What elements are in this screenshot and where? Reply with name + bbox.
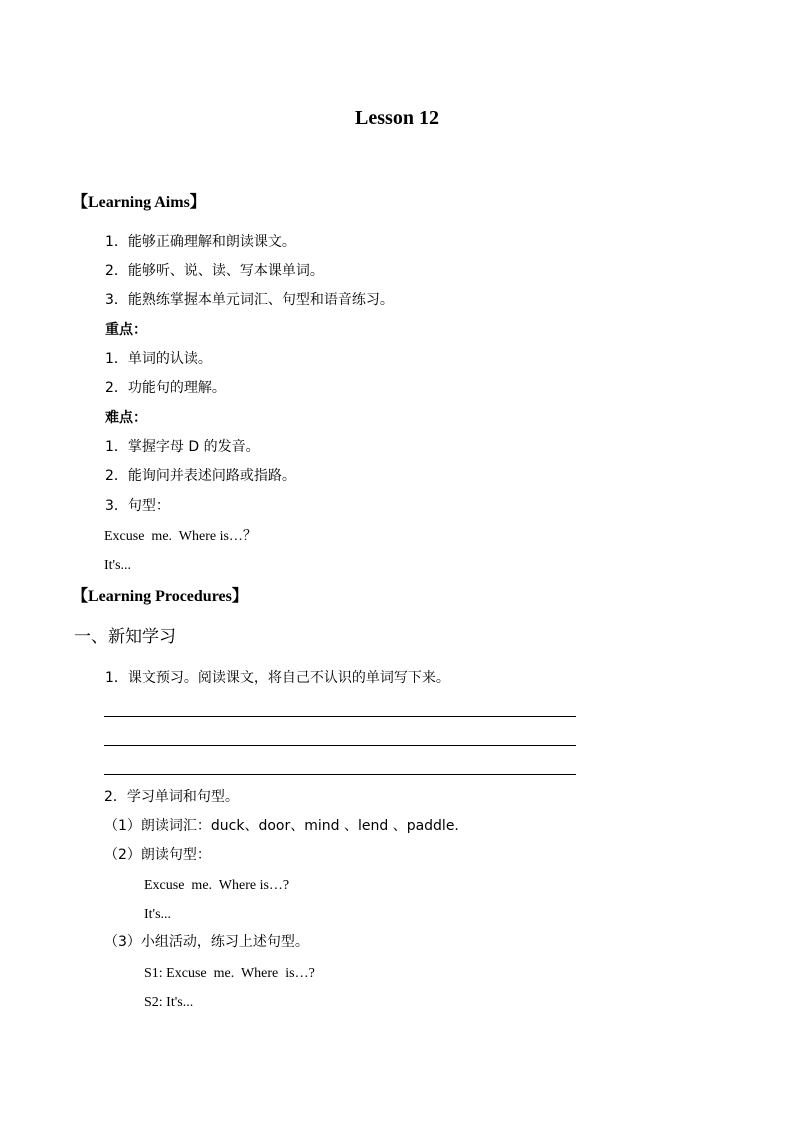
sub-step-2-sentence-1: Excuse me. Where is…? [144, 878, 290, 893]
sub-step-3: （3）小组活动，练习上述句型。 [104, 934, 309, 950]
difficulty-sentence-1: Excuse me. Where is…？ [104, 529, 257, 544]
learning-procedures-heading: 【Learning Procedures】 [72, 588, 248, 605]
answer-line-2[interactable] [104, 745, 576, 746]
aim-item-3: 3．能熟练掌握本单元词汇、句型和语音练习。 [105, 292, 394, 308]
difficulty-1: 1．掌握字母 D 的发音。 [105, 439, 260, 455]
difficulty-3: 3．句型： [105, 498, 170, 514]
answer-line-1[interactable] [104, 716, 576, 717]
part-one-title: 一、新知学习 [74, 627, 176, 647]
difficulties-label: 难点： [105, 410, 147, 426]
sub-step-3-sentence-2: S2: It's... [144, 995, 194, 1010]
aim-item-2: 2．能够听、说、读、写本课单词。 [105, 263, 324, 279]
aim-item-1: 1．能够正确理解和朗读课文。 [105, 234, 296, 250]
learning-aims-heading: 【Learning Aims】 [72, 194, 206, 211]
page-title: Lesson 12 [355, 107, 439, 129]
key-points-label: 重点： [105, 322, 147, 338]
sub-step-2: （2）朗读句型： [104, 847, 211, 863]
difficulty-sentence-2: It's... [104, 558, 132, 573]
sub-step-1: （1）朗读词汇：duck、door、mind 、lend 、paddle. [104, 818, 459, 834]
step-1: 1．课文预习。阅读课文，将自己不认识的单词写下来。 [105, 670, 450, 686]
answer-line-3[interactable] [104, 774, 576, 775]
sub-step-2-sentence-2: It's... [144, 907, 172, 922]
key-point-1: 1．单词的认读。 [105, 351, 212, 367]
difficulty-2: 2．能询问并表述问路或指路。 [105, 468, 296, 484]
sub-step-3-sentence-1: S1: Excuse me. Where is…? [144, 966, 315, 981]
step-2: 2．学习单词和句型。 [104, 789, 239, 805]
key-point-2: 2．功能句的理解。 [105, 380, 226, 396]
